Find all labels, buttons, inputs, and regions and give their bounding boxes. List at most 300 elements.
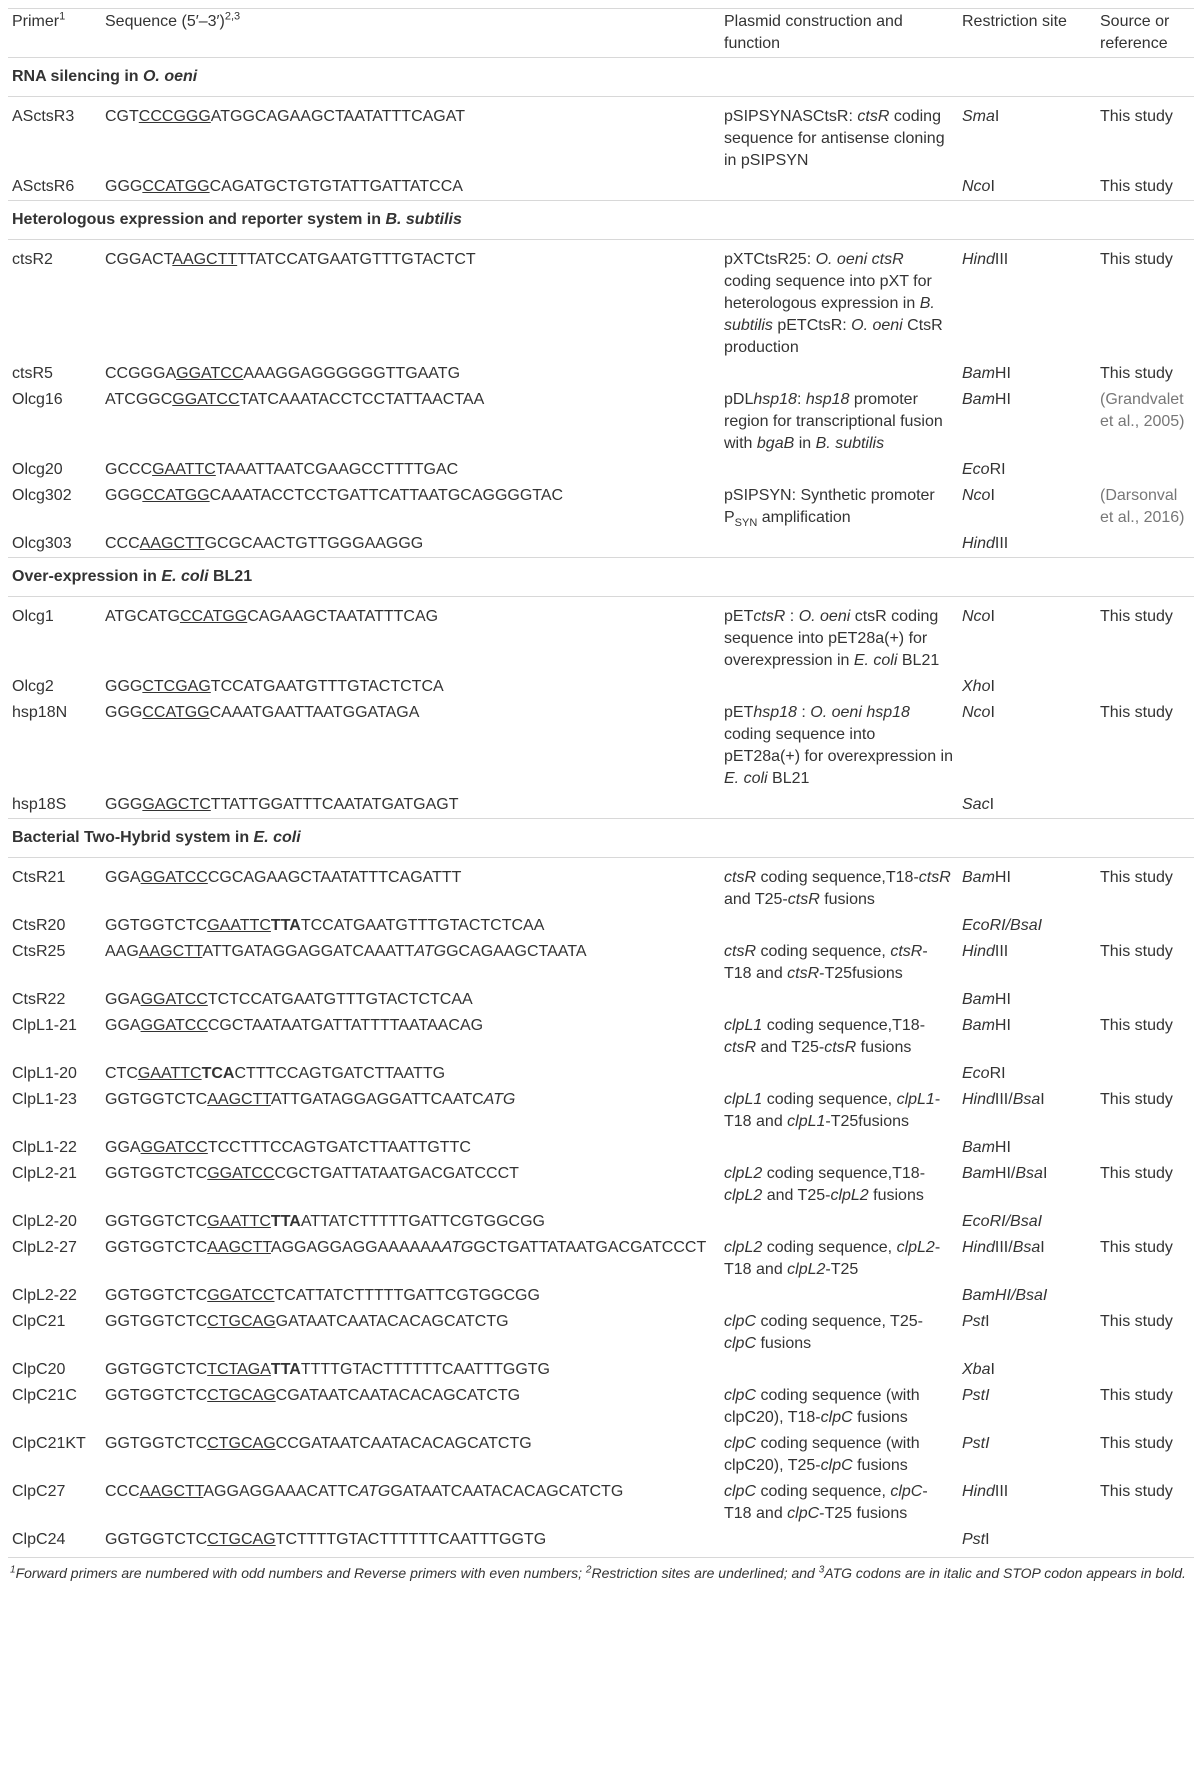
function-cell: [720, 1135, 958, 1161]
text-run: AAAGGAGGGGGGTTGAATG: [243, 365, 461, 382]
primer-name-cell: Olcg20: [12, 461, 63, 478]
text-run: Bam: [962, 365, 995, 382]
restriction-site-run: GAATTC: [137, 1065, 202, 1082]
text-run: TCA: [201, 1065, 235, 1082]
restriction-site-run: CTGCAG: [207, 1387, 276, 1404]
source-cell: [1096, 1061, 1194, 1087]
text-run: hsp18: [753, 704, 797, 721]
text-run: ctsR: [724, 869, 756, 886]
text-run: :: [785, 608, 799, 625]
text-run: EcoRI/BsaI: [962, 1213, 1043, 1230]
table-header-row: [8, 9, 1194, 58]
restriction-site-run: TCTAGA: [207, 1361, 271, 1378]
text-run: Hind: [962, 1239, 995, 1256]
sequence-cell: [101, 1235, 720, 1283]
text-run: B. subtilis: [724, 295, 935, 334]
header-function: Plasmid construction and function: [720, 9, 958, 58]
text-run: clpL2: [830, 1187, 869, 1204]
restriction-site-run: AAGCTT: [139, 535, 205, 552]
function-cell: [720, 1383, 958, 1431]
text-run: CGGACT: [105, 251, 173, 268]
primer-name-cell: Olcg2: [12, 678, 54, 695]
restriction-site-cell: [958, 483, 1096, 531]
text-run: Nco: [962, 608, 991, 625]
footnote-marker: 1: [10, 1564, 16, 1576]
text-run: ctsR: [824, 1039, 857, 1056]
restriction-site-cell: [958, 1357, 1096, 1383]
restriction-site-run: CTCGAG: [142, 678, 211, 695]
text-run: CTTTCCAGTGATCTTAATTG: [234, 1065, 446, 1082]
restriction-site-cell: [958, 987, 1096, 1013]
sequence-cell: [101, 240, 720, 362]
function-cell: [720, 1161, 958, 1209]
sequence-cell: [101, 387, 720, 457]
primer-name-cell: ClpL1-22: [12, 1139, 77, 1156]
sequence-cell: [101, 531, 720, 558]
primer-name-cell: ClpL1-23: [12, 1091, 77, 1108]
restriction-site-run: GGATCC: [176, 365, 244, 382]
primer-name-cell: Olcg16: [12, 391, 63, 408]
text-run: I: [1040, 1239, 1045, 1256]
primer-name-cell: ClpL2-22: [12, 1287, 77, 1304]
header-site: Restriction site: [958, 9, 1096, 58]
restriction-site-cell: [958, 674, 1096, 700]
text-run: III: [994, 535, 1009, 552]
text-run: Hind: [962, 251, 995, 268]
sequence-cell: [101, 1087, 720, 1135]
table-row: [8, 1357, 1194, 1383]
text-run: Bam: [962, 391, 995, 408]
text-run: TCCTTTCCAGTGATCTTAATTGTTC: [207, 1139, 471, 1156]
text-run: PstI: [962, 1387, 990, 1404]
table-row: [8, 1235, 1194, 1283]
text-run: I: [989, 796, 995, 813]
text-run: -T25: [825, 1261, 859, 1278]
source-cell: [1096, 1527, 1194, 1558]
section-header-row: [8, 819, 1194, 858]
text-run: GGTGGTCTC: [105, 1435, 208, 1452]
section-header-row: [8, 558, 1194, 597]
text-run: O. oeni ctsR: [815, 251, 904, 268]
source-cell: This study: [1100, 1387, 1173, 1404]
text-run: CCC: [105, 1483, 140, 1500]
source-cell: [1096, 1209, 1194, 1235]
restriction-site-cell: [958, 1209, 1096, 1235]
text-run: clpC: [820, 1409, 853, 1426]
text-run: RI: [989, 1065, 1006, 1082]
text-run: TTA: [270, 1213, 301, 1230]
restriction-site-cell: [958, 387, 1096, 457]
source-cell: This study: [1100, 365, 1173, 382]
sequence-cell: [101, 1135, 720, 1161]
text-run: GGTGGTCTC: [105, 1287, 208, 1304]
text-run: coding sequence, T25-: [756, 1313, 923, 1330]
text-run: GCCC: [105, 461, 153, 478]
reference-cell[interactable]: (Darsonval et al., 2016): [1100, 487, 1185, 526]
text-run: ATG: [414, 943, 447, 960]
primer-name-cell: ClpC21C: [12, 1387, 77, 1404]
restriction-site-cell: [958, 1135, 1096, 1161]
source-cell: This study: [1100, 869, 1173, 886]
table-row: [8, 361, 1194, 387]
text-run: coding sequence into pET28a(+) for overexpression in: [724, 726, 953, 765]
table-row: [8, 240, 1194, 362]
restriction-site-cell: [958, 1235, 1096, 1283]
text-run: CGCAGAAGCTAATATTTCAGATTT: [207, 869, 462, 886]
restriction-site-cell: [958, 700, 1096, 792]
source-cell: This study: [1100, 1091, 1173, 1108]
restriction-site-run: GAATTC: [207, 1213, 271, 1230]
text-run: HI: [994, 1139, 1011, 1156]
text-run: coding sequence,: [756, 943, 891, 960]
primer-name-cell: ClpC21KT: [12, 1435, 86, 1452]
text-run: TTTTGTACTTTTTTCAATTTGGTG: [300, 1361, 550, 1378]
primer-name-cell: ClpL1-20: [12, 1065, 77, 1082]
restriction-site-run: CCATGG: [142, 178, 210, 195]
text-run: HI: [994, 391, 1011, 408]
text-run: Sma: [962, 108, 995, 125]
source-cell: This study: [1100, 108, 1173, 125]
text-run: Bam: [962, 869, 995, 886]
text-run: I: [990, 608, 995, 625]
text-run: amplification: [757, 509, 851, 526]
text-run: Eco: [962, 1065, 990, 1082]
text-run: clpC: [787, 1505, 820, 1522]
text-run: coding sequence,T18-: [762, 1165, 926, 1182]
primer-name-cell: ClpC20: [12, 1361, 66, 1378]
restriction-site-cell: [958, 939, 1096, 987]
text-run: clpL1: [724, 1091, 763, 1108]
function-cell: [720, 1283, 958, 1309]
table-row: [8, 1479, 1194, 1527]
text-run: I: [994, 108, 1000, 125]
table-row: [8, 1283, 1194, 1309]
restriction-site-cell: [958, 1431, 1096, 1479]
text-run: coding sequence,T18-: [762, 1017, 926, 1034]
text-run: CGT: [105, 108, 139, 125]
text-run: promoter region for transcriptional fusion with: [724, 391, 943, 452]
text-run: ctsR: [890, 943, 923, 960]
text-run: coding sequence (with clpC20), T25-: [724, 1435, 920, 1474]
text-run: clpL2: [724, 1187, 763, 1204]
text-run: ATTATCTTTTTGATTCGTGGCGG: [300, 1213, 545, 1230]
section-header-row: [8, 58, 1194, 97]
text-run: CAAATACCTCCTGATTCATTAATGCAGGGGTAC: [209, 487, 564, 504]
text-run: B. subtilis: [815, 435, 885, 452]
sequence-cell: [101, 1431, 720, 1479]
reference-cell[interactable]: (Grandvalet et al., 2005): [1100, 391, 1185, 430]
sequence-cell: [101, 174, 720, 201]
footnote-marker: 2: [585, 1564, 592, 1576]
restriction-site-cell: [958, 1061, 1096, 1087]
section-title: [8, 58, 1194, 97]
text-run: I: [985, 1531, 990, 1548]
text-run: E. coli: [853, 652, 898, 669]
sequence-cell: [101, 597, 720, 675]
restriction-site-run: CTGCAG: [207, 1313, 276, 1330]
table-footnote: [8, 1564, 1190, 1583]
text-run: HI: [994, 991, 1011, 1008]
text-run: CCGGGA: [105, 365, 177, 382]
header-sequence-label: Sequence (5′–3′): [105, 13, 225, 30]
text-run: Nco: [962, 178, 991, 195]
header-primer-sup: 1: [59, 10, 66, 23]
source-cell: This study: [1100, 943, 1173, 960]
function-cell: [720, 792, 958, 819]
sequence-cell: [101, 792, 720, 819]
function-cell: [720, 987, 958, 1013]
table-row: [8, 987, 1194, 1013]
text-run: ctsR: [753, 608, 786, 625]
restriction-site-cell: [958, 1087, 1096, 1135]
sequence-cell: [101, 361, 720, 387]
restriction-site-cell: [958, 1383, 1096, 1431]
text-run: III: [994, 251, 1009, 268]
primer-name-cell: ASctsR3: [12, 108, 75, 125]
text-run: :: [796, 391, 806, 408]
text-run: I: [1040, 1091, 1045, 1108]
table-row: [8, 483, 1194, 531]
text-run: clpC: [724, 1435, 757, 1452]
restriction-site-cell: [958, 1309, 1096, 1357]
text-run: HI: [994, 869, 1011, 886]
restriction-site-cell: [958, 174, 1096, 201]
text-run: clpL1: [787, 1113, 826, 1130]
table-row: [8, 1309, 1194, 1357]
restriction-site-run: AAGCTT: [138, 943, 203, 960]
text-run: ATGCATG: [105, 608, 180, 625]
header-primer: [8, 9, 101, 58]
text-run: coding sequence,: [762, 1239, 897, 1256]
text-run: coding sequence for antisense cloning in pSIPSYN: [724, 108, 945, 169]
primer-name-cell: ClpC24: [8, 1527, 101, 1558]
text-run: TTATCCATGAATGTTTGTACTCT: [237, 251, 476, 268]
text-run: CCGATAATCAATACACAGCATCTG: [275, 1435, 532, 1452]
text-run: BamHI/BsaI: [962, 1287, 1048, 1304]
function-cell: [720, 913, 958, 939]
source-cell: [1096, 987, 1194, 1013]
text-run: clpL2: [896, 1239, 935, 1256]
table-row: [8, 457, 1194, 483]
text-run: TCCATGAATGTTTGTACTCTCA: [210, 678, 444, 695]
function-cell: [720, 1013, 958, 1061]
source-cell: [1096, 1135, 1194, 1161]
sequence-cell: [101, 1209, 720, 1235]
text-run: and T25-: [756, 1039, 825, 1056]
restriction-site-run: AAGCTT: [207, 1239, 271, 1256]
text-run: CGCTAATAATGATTATTTTAATAACAG: [207, 1017, 484, 1034]
restriction-site-cell: [958, 913, 1096, 939]
table-row: [8, 1013, 1194, 1061]
section-title: [8, 201, 1194, 240]
source-cell: [1096, 531, 1194, 558]
text-run: AGGAGGAGGAAAAAA: [270, 1239, 442, 1256]
table-row: [8, 174, 1194, 201]
text-run: GGA: [105, 991, 141, 1008]
text-run: B. subtilis: [385, 211, 462, 228]
text-run: Nco: [962, 704, 991, 721]
text-run: ctsR coding sequence into pET28a(+) for overexpression in: [724, 608, 939, 669]
function-cell: [720, 1309, 958, 1357]
restriction-site-cell: [958, 1479, 1096, 1527]
text-run: CAGATGCTGTGTATTGATTATCCA: [209, 178, 463, 195]
text-run: I: [990, 678, 995, 695]
text-run: Xho: [962, 678, 991, 695]
section-header-row: [8, 201, 1194, 240]
table-row: [8, 939, 1194, 987]
restriction-site-run: GGATCC: [207, 1165, 275, 1182]
text-run: GGTGGTCTC: [105, 1531, 208, 1548]
function-cell: [720, 700, 958, 792]
primer-name-cell: ClpL2-21: [12, 1165, 77, 1182]
source-cell: This study: [1100, 178, 1173, 195]
primer-name-cell: Olcg1: [12, 608, 54, 625]
restriction-site-run: CCCGGG: [138, 108, 211, 125]
text-run: Bam: [962, 1139, 995, 1156]
text-run: RI: [989, 461, 1006, 478]
restriction-site-run: GGATCC: [207, 1287, 275, 1304]
sequence-cell: [101, 939, 720, 987]
table-row: [8, 1135, 1194, 1161]
text-run: TCCATGAATGTTTGTACTCTCAA: [300, 917, 545, 934]
text-run: TTA: [270, 917, 301, 934]
text-run: -T25fusions: [819, 965, 903, 982]
text-run: ATG codons are in italic and STOP codon appears in bold.: [824, 1565, 1186, 1581]
primer-name-cell: ClpC27: [12, 1483, 66, 1500]
text-run: and T25-: [762, 1187, 831, 1204]
primer-name-cell: ctsR5: [12, 365, 53, 382]
text-run: GGG: [105, 178, 143, 195]
text-run: GGA: [105, 869, 141, 886]
text-run: E.: [724, 770, 740, 787]
source-cell: [1096, 457, 1194, 483]
table-body: [8, 58, 1194, 1558]
text-run: E. coli: [253, 829, 301, 846]
table-row: [8, 597, 1194, 675]
text-run: GCAGAAGCTAATA: [446, 943, 587, 960]
table-row: [8, 700, 1194, 792]
text-run: Sac: [962, 796, 990, 813]
restriction-site-run: CCATGG: [179, 608, 248, 625]
function-cell: [720, 387, 958, 457]
primer-name-cell: hsp18N: [12, 704, 68, 721]
text-run: fusions: [819, 891, 875, 908]
text-run: hsp18: [805, 391, 850, 408]
primer-name-cell: CtsR21: [12, 869, 66, 886]
primer-name-cell: ClpC21: [12, 1313, 66, 1330]
text-run: GGTGGTCTC: [105, 1361, 208, 1378]
text-run: I: [990, 178, 995, 195]
sequence-cell: [101, 987, 720, 1013]
sequence-cell: [101, 858, 720, 914]
primer-name-cell: ClpL1-21: [12, 1017, 77, 1034]
primer-name-cell: ctsR2: [12, 251, 53, 268]
text-run: fusions: [852, 1457, 908, 1474]
text-run: CAAATGAATTAATGGATAGA: [209, 704, 420, 721]
restriction-site-cell: [958, 361, 1096, 387]
text-run: O. oeni: [142, 68, 198, 85]
primer-name-cell: CtsR25: [12, 943, 66, 960]
restriction-site-run: CCATGG: [142, 704, 210, 721]
source-cell: This study: [1100, 1017, 1173, 1034]
text-run: GGG: [105, 487, 143, 504]
text-run: clpC: [724, 1483, 757, 1500]
text-run: TCTTTTGTACTTTTTTCAATTTGGTG: [275, 1531, 547, 1548]
text-run: E. coli: [161, 568, 209, 585]
text-run: I: [990, 487, 995, 504]
table-row: [8, 1087, 1194, 1135]
text-run: Over-expression in: [12, 568, 162, 585]
function-cell: [720, 457, 958, 483]
restriction-site-cell: [958, 1161, 1096, 1209]
source-cell: [1096, 792, 1194, 819]
text-run: GATAATCAATACACAGCATCTG: [390, 1483, 624, 1500]
primer-name-cell: Olcg302: [12, 487, 72, 504]
text-run: ATCGGC: [105, 391, 173, 408]
text-run: fusions: [756, 1335, 812, 1352]
text-run: -T18 and: [724, 1091, 941, 1130]
text-run: GGTGGTCTC: [105, 917, 208, 934]
sequence-cell: [101, 483, 720, 531]
sequence-cell: [101, 700, 720, 792]
function-cell: [720, 939, 958, 987]
text-run: coding sequence into pXT for heterologous expression in: [724, 273, 932, 312]
table-row: [8, 1061, 1194, 1087]
text-run: TCTCCATGAATGTTTGTACTCTCAA: [207, 991, 473, 1008]
sequence-cell: [101, 913, 720, 939]
source-cell: [1096, 1357, 1194, 1383]
text-run: clpL1: [896, 1091, 935, 1108]
text-run: Nco: [962, 487, 991, 504]
text-run: Bacterial Two-Hybrid system in: [12, 829, 254, 846]
restriction-site-cell: [958, 240, 1096, 362]
function-cell: [720, 674, 958, 700]
text-run: CTC: [105, 1065, 138, 1082]
text-run: Bsa: [1012, 1239, 1041, 1256]
text-run: Bam: [962, 991, 995, 1008]
text-run: pSIPSYN: Synthetic promoter P: [724, 487, 935, 526]
function-cell: [720, 483, 958, 531]
sequence-cell: [101, 457, 720, 483]
source-cell: [1096, 1283, 1194, 1309]
text-run: Forward primers are numbered with odd numbers and Reverse primers with even numbers;: [15, 1565, 586, 1581]
text-run: pDL: [724, 391, 754, 408]
restriction-site-run: GAATTC: [207, 917, 271, 934]
text-run: I: [990, 1361, 995, 1378]
text-run: fusions: [868, 1187, 924, 1204]
text-run: ctsR: [918, 869, 951, 886]
text-run: ATG: [483, 1091, 516, 1108]
restriction-site-run: GGATCC: [140, 991, 208, 1008]
restriction-site-run: CCATGG: [142, 487, 210, 504]
text-run: coli: [743, 770, 768, 787]
primer-table-container: [8, 8, 1194, 1583]
restriction-site-run: GGATCC: [172, 391, 240, 408]
text-run: Restriction sites are underlined; and: [591, 1565, 819, 1581]
text-run: Pst: [962, 1313, 986, 1330]
text-run: Xba: [962, 1361, 991, 1378]
text-run: TTATTGGATTTCAATATGATGAGT: [210, 796, 459, 813]
text-run: Hind: [962, 1483, 995, 1500]
text-run: I: [985, 1313, 990, 1330]
table-row: [8, 792, 1194, 819]
footnote-marker: 3: [818, 1564, 825, 1576]
text-run: HI: [994, 1017, 1011, 1034]
text-run: O. oeni: [851, 317, 903, 334]
text-run: BL21: [897, 652, 940, 669]
source-cell: [1096, 913, 1194, 939]
header-source: Source or reference: [1096, 9, 1194, 58]
